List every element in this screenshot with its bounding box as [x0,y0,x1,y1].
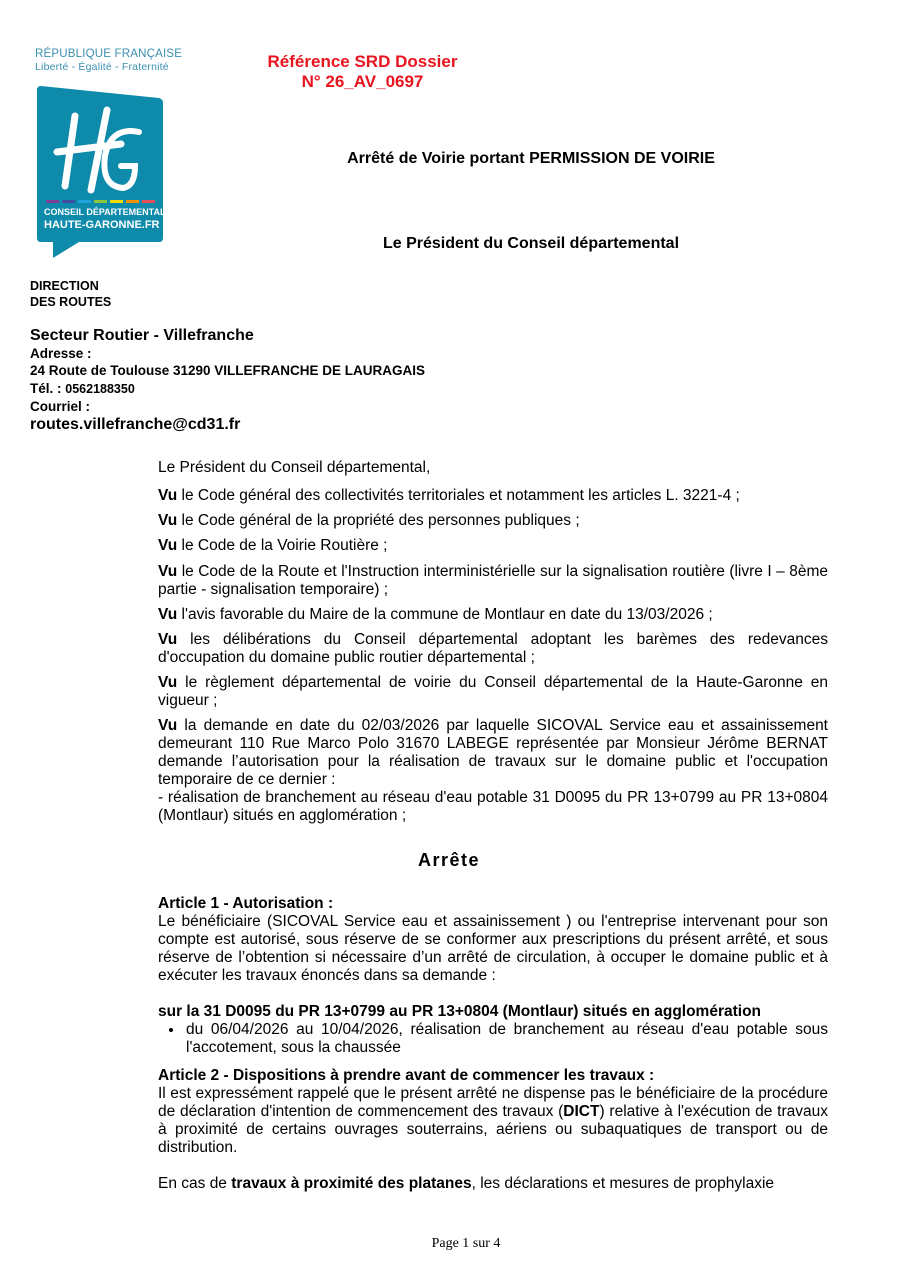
tel-number: 0562188350 [65,381,135,396]
logo-line1: CONSEIL DÉPARTEMENTAL [44,207,166,217]
document-title: Arrêté de Voirie portant PERMISSION DE VOIRIE [347,150,715,167]
text: ) relative à l'exécution de travaux à proximité de certains ouvrages souterrains, aériens ou subaquatiques de transport ou de distribution. [158,1103,828,1156]
vu-label: Vu [158,512,178,529]
direction-line1: DIRECTION [30,279,99,293]
vu-label: Vu [158,563,178,580]
haute-garonne-logo [35,86,166,258]
vu-text: le Code de la Route et l'Instruction interministérielle sur la signalisation routière (livre I – 8ème partie - signalisation temporaire) ; [158,563,828,598]
republique-line: RÉPUBLIQUE FRANÇAISE [35,48,183,60]
vu-text: le règlement départemental de voirie du Conseil départemental de la Haute-Garonne en vigueur ; [158,674,828,709]
dict-term: DICT [563,1103,600,1120]
logo-shape [35,86,163,258]
email-address[interactable]: routes.villefranche@cd31.fr [30,415,241,433]
sender-block [30,327,425,433]
logo-line2: HAUTE-GARONNE.FR [44,219,160,231]
vu-item [158,537,828,555]
arrete-heading: Arrête [417,850,481,870]
republique-francaise-mark [35,48,182,74]
article-2-platanes [158,1175,828,1193]
sector-name: Secteur Routier - Villefranche [30,327,254,344]
vu-label: Vu [158,487,178,504]
vu-item [158,674,828,710]
vu-text: l'avis favorable du Maire de la commune de Montlaur en date du 13/03/2026 ; [177,606,713,623]
text: , les déclarations et mesures de prophylaxie [471,1175,775,1192]
vu-item [158,631,828,667]
preamble [158,459,828,825]
vu-item [158,563,828,599]
vu-text: le Code général de la propriété des personnes publiques ; [177,512,580,529]
address: 24 Route de Toulouse 31290 VILLEFRANCHE DE LAURAGAIS [30,363,426,378]
text: En cas de [158,1175,232,1192]
direction-block [30,278,111,310]
email-label: Courriel : [30,399,91,414]
vu-item [158,606,828,624]
vu-label: Vu [158,717,178,734]
vu-item [158,487,828,505]
reference-block [230,52,495,92]
devise-line: Liberté - Égalité - Fraternité [35,61,169,73]
article-2 [158,1067,828,1193]
list-item: • du 06/04/2026 au 10/04/2026, réalisation de branchement au réseau d'eau potable sous l'accotement, sous la chaussée [184,1021,828,1057]
reference-label: Référence SRD Dossier [267,52,458,71]
address-label: Adresse : [30,345,92,361]
vu-label: Vu [158,631,178,648]
platanes-term: travaux à proximité des platanes [231,1175,472,1192]
direction-line2: DES ROUTES [30,295,112,309]
document-subtitle: Le Président du Conseil départemental [382,235,680,252]
vu-text: la demande en date du 02/03/2026 par laquelle SICOVAL Service eau et assainissement demeurant 110 Rue Marco Polo 31670 LABEGE représentée par Monsieur Jérôme BERNAT demande l’autorisation pour la réalisation de travaux sur le domaine public et l'occupation temporaire de ce dernier : [158,717,828,788]
article-2-heading: Article 2 - Dispositions à prendre avant de commencer les travaux : [158,1067,655,1084]
document-body [158,459,828,1193]
vu-text: le Code général des collectivités territoriales et notamment les articles L. 3221-4 ; [177,487,740,504]
reference-number: N° 26_AV_0697 [301,72,424,91]
article-1-text: Le bénéficiaire (SICOVAL Service eau et assainissement ) ou l'entreprise intervenant pour son compte est autorisé, sous réserve de se conformer aux prescriptions du présent arrêté, et sous réserve de l’obtention si nécessaire d’un arrêté de circulation, à occuper le domaine public et à exécuter les travaux énoncés dans sa demande : [158,913,828,984]
vu-item [158,512,828,530]
vu-text: le Code de la Voirie Routière ; [177,537,388,554]
page-number: Page 1 sur 4 [431,1236,501,1251]
vu-item [158,717,828,789]
article-1-heading: Article 1 - Autorisation : [158,895,334,912]
tel-label: Tél. : [30,380,66,396]
work-detail: - réalisation de branchement au réseau d'eau potable 31 D0095 du PR 13+0799 au PR 13+0804 (Montlaur) situés en agglomération ; [158,789,828,824]
text: Il est expressément rappelé que le présent arrêté ne dispense pas le bénéficiaire de la procédure de déclaration d'intention de commencement des travaux ( [158,1085,828,1120]
vu-label: Vu [158,606,178,623]
vu-label: Vu [158,674,178,691]
article-1 [158,895,828,1057]
article-1-location: sur la 31 D0095 du PR 13+0799 au PR 13+0804 (Montlaur) situés en agglomération [158,1003,762,1020]
preamble-intro: Le Président du Conseil départemental, [158,459,431,476]
vu-label: Vu [158,537,178,554]
vu-text: les délibérations du Conseil départemental adoptant les barèmes des redevances d'occupation du domaine public routier départemental ; [158,631,828,666]
article-2-text [158,1085,828,1157]
